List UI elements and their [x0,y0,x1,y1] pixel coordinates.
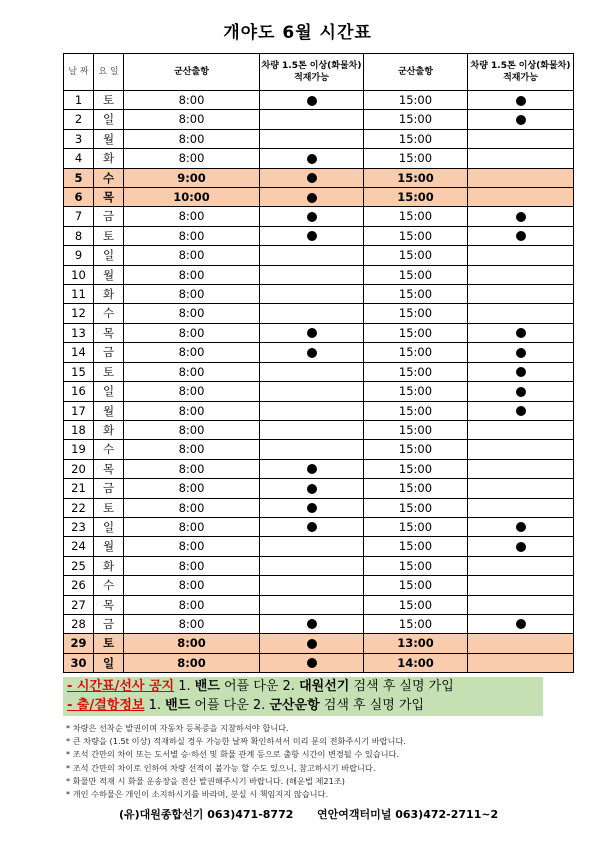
day-cell: 24 [64,537,94,556]
departure-1-cell: 8:00 [124,614,260,633]
available-dot-icon [307,503,317,513]
available-dot-icon [307,484,317,494]
truck-1-cell [260,110,364,129]
table-row [64,110,574,129]
note-item: * 화물만 적재 시 화물 운송장을 전산 발권해주시기 바랍니다. (해운법 제21조) [66,775,345,786]
available-dot-icon [307,193,317,203]
departure-1-cell: 8:00 [124,440,260,459]
departure-2-cell: 15:00 [364,420,468,439]
day-cell: 8 [64,226,94,245]
departure-2-cell: 15:00 [364,285,468,304]
weekday-cell: 수 [94,304,124,323]
header-truck-1: 차량 1.5톤 이상(화물차) 적재가능 [260,54,364,91]
departure-2-cell: 15:00 [364,556,468,575]
departure-1-cell: 8:00 [124,129,260,148]
timetable-body [64,91,574,673]
truck-1-cell [260,362,364,381]
available-dot-icon [516,367,526,377]
truck-1-cell [260,323,364,342]
weekday-cell: 일 [94,653,124,672]
day-cell: 1 [64,91,94,110]
truck-2-cell [468,110,574,129]
table-row [64,246,574,265]
truck-1-cell [260,576,364,595]
available-dot-icon [516,387,526,397]
truck-2-cell [468,188,574,207]
departure-2-cell: 15:00 [364,459,468,478]
day-cell: 2 [64,110,94,129]
weekday-cell: 수 [94,576,124,595]
departure-2-cell: 15:00 [364,382,468,401]
weekday-cell: 일 [94,382,124,401]
notice-operation-label: - 출/결항정보 [67,698,145,713]
available-dot-icon [307,96,317,106]
departure-2-cell: 15:00 [364,91,468,110]
departure-2-cell: 15:00 [364,498,468,517]
weekday-cell: 화 [94,149,124,168]
notes-list [66,722,546,801]
notice-text: 1. [174,679,195,694]
truck-1-cell [260,479,364,498]
footer-company-contact: (유)대원종합선기 063)471-8772 [119,808,294,821]
timetable-header-row [64,54,574,91]
truck-1-cell [260,595,364,614]
truck-1-cell [260,382,364,401]
departure-2-cell: 15:00 [364,595,468,614]
header-day: 날 짜 [64,54,94,91]
truck-2-cell [468,556,574,575]
table-row [64,129,574,148]
note-item: * 차량은 선착순 발권이며 자동차 등록증을 지참하셔야 합니다. [66,723,289,733]
truck-2-cell [468,401,574,420]
truck-2-cell [468,343,574,362]
truck-1-cell [260,91,364,110]
weekday-cell: 월 [94,537,124,556]
truck-1-cell [260,556,364,575]
departure-1-cell: 8:00 [124,420,260,439]
available-dot-icon [307,328,317,338]
page-title: 개야도 6월 시간표 [223,23,372,43]
departure-2-cell: 14:00 [364,653,468,672]
available-dot-icon [307,619,317,629]
available-dot-icon [307,173,317,183]
day-cell: 20 [64,459,94,478]
header-truck-2: 차량 1.5톤 이상(화물차) 적재가능 [468,54,574,91]
table-row [64,168,574,187]
departure-2-cell: 15:00 [364,440,468,459]
truck-1-cell [260,498,364,517]
truck-2-cell [468,440,574,459]
weekday-cell: 일 [94,110,124,129]
notice-search-term: 대원선기 [299,679,350,694]
departure-1-cell: 9:00 [124,168,260,187]
table-row [64,304,574,323]
departure-1-cell: 8:00 [124,517,260,536]
notice-line-schedule [63,677,543,696]
departure-2-cell: 15:00 [364,537,468,556]
weekday-cell: 목 [94,323,124,342]
weekday-cell: 금 [94,479,124,498]
notice-text: 어플 다운 2. [190,698,270,713]
day-cell: 14 [64,343,94,362]
available-dot-icon [516,542,526,552]
notice-text: 1. [144,698,166,713]
departure-1-cell: 8:00 [124,653,260,672]
table-row [64,479,574,498]
departure-1-cell: 8:00 [124,285,260,304]
available-dot-icon [307,154,317,164]
weekday-cell: 목 [94,188,124,207]
weekday-cell: 월 [94,129,124,148]
truck-2-cell [468,246,574,265]
table-row [64,517,574,536]
available-dot-icon [516,212,526,222]
truck-2-cell [468,576,574,595]
weekday-cell: 목 [94,459,124,478]
header-departure-1: 군산출항 [124,54,260,91]
departure-1-cell: 8:00 [124,323,260,342]
notice-search-term: 군산운항 [269,698,320,713]
available-dot-icon [516,328,526,338]
day-cell: 25 [64,556,94,575]
weekday-cell: 수 [94,440,124,459]
truck-1-cell [260,517,364,536]
departure-1-cell: 8:00 [124,343,260,362]
day-cell: 11 [64,285,94,304]
weekday-cell: 일 [94,517,124,536]
truck-2-cell [468,614,574,633]
table-row [64,634,574,653]
day-cell: 7 [64,207,94,226]
departure-1-cell: 8:00 [124,265,260,284]
truck-2-cell [468,634,574,653]
weekday-cell: 월 [94,401,124,420]
table-row [64,401,574,420]
available-dot-icon [516,619,526,629]
day-cell: 21 [64,479,94,498]
table-row [64,537,574,556]
table-row [64,265,574,284]
notice-text: 검색 후 실명 가입 [349,679,454,694]
day-cell: 16 [64,382,94,401]
truck-2-cell [468,129,574,148]
weekday-cell: 금 [94,207,124,226]
day-cell: 22 [64,498,94,517]
table-row [64,595,574,614]
truck-1-cell [260,401,364,420]
truck-1-cell [260,149,364,168]
available-dot-icon [307,639,317,649]
truck-2-cell [468,207,574,226]
departure-2-cell: 15:00 [364,343,468,362]
day-cell: 30 [64,653,94,672]
truck-1-cell [260,168,364,187]
day-cell: 15 [64,362,94,381]
truck-2-cell [468,285,574,304]
departure-2-cell: 15:00 [364,246,468,265]
truck-1-cell [260,188,364,207]
departure-1-cell: 8:00 [124,91,260,110]
truck-1-cell [260,207,364,226]
departure-2-cell: 15:00 [364,323,468,342]
weekday-cell: 일 [94,246,124,265]
timetable [63,53,574,673]
truck-2-cell [468,479,574,498]
departure-1-cell: 8:00 [124,304,260,323]
departure-2-cell: 15:00 [364,401,468,420]
weekday-cell: 화 [94,285,124,304]
notice-schedule-label: - 시간표/선사 공지 [67,679,175,694]
truck-2-cell [468,498,574,517]
note-item: * 조석 간만의 차이로 인하여 차량 선적이 불가능 할 수도 있으니, 참고하시기 바랍니다. [66,762,376,773]
available-dot-icon [516,96,526,106]
weekday-cell: 수 [94,168,124,187]
available-dot-icon [516,522,526,532]
truck-1-cell [260,226,364,245]
truck-1-cell [260,246,364,265]
table-row [64,343,574,362]
weekday-cell: 화 [94,420,124,439]
table-row [64,382,574,401]
table-row [64,285,574,304]
day-cell: 19 [64,440,94,459]
available-dot-icon [516,115,526,125]
departure-2-cell: 15:00 [364,207,468,226]
departure-2-cell: 15:00 [364,188,468,207]
weekday-cell: 월 [94,265,124,284]
truck-2-cell [468,265,574,284]
available-dot-icon [307,231,317,241]
truck-2-cell [468,517,574,536]
table-row [64,188,574,207]
day-cell: 9 [64,246,94,265]
departure-1-cell: 8:00 [124,382,260,401]
weekday-cell: 토 [94,91,124,110]
departure-1-cell: 10:00 [124,188,260,207]
day-cell: 4 [64,149,94,168]
note-item: * 큰 차량을 (1.5t 이상) 적재하실 경우 가능한 날짜 확인하셔서 미리 문의 전화주시기 바랍니다. [66,736,406,747]
available-dot-icon [307,464,317,474]
departure-2-cell: 15:00 [364,129,468,148]
departure-1-cell: 8:00 [124,246,260,265]
departure-1-cell: 8:00 [124,401,260,420]
truck-2-cell [468,149,574,168]
departure-2-cell: 15:00 [364,304,468,323]
available-dot-icon [516,231,526,241]
day-cell: 27 [64,595,94,614]
truck-1-cell [260,537,364,556]
table-row [64,362,574,381]
weekday-cell: 목 [94,595,124,614]
departure-1-cell: 8:00 [124,459,260,478]
day-cell: 10 [64,265,94,284]
table-row [64,149,574,168]
table-row [64,653,574,672]
truck-2-cell [468,168,574,187]
departure-2-cell: 15:00 [364,479,468,498]
available-dot-icon [307,348,317,358]
available-dot-icon [307,522,317,532]
available-dot-icon [307,212,317,222]
weekday-cell: 토 [94,498,124,517]
truck-2-cell [468,382,574,401]
table-row [64,614,574,633]
available-dot-icon [516,406,526,416]
truck-2-cell [468,362,574,381]
departure-1-cell: 8:00 [124,110,260,129]
truck-1-cell [260,129,364,148]
departure-1-cell: 8:00 [124,498,260,517]
table-row [64,91,574,110]
day-cell: 18 [64,420,94,439]
truck-2-cell [468,226,574,245]
truck-2-cell [468,420,574,439]
notice-box [63,677,543,716]
departure-1-cell: 8:00 [124,576,260,595]
table-row [64,459,574,478]
table-row [64,556,574,575]
departure-2-cell: 15:00 [364,168,468,187]
departure-2-cell: 15:00 [364,614,468,633]
truck-1-cell [260,304,364,323]
weekday-cell: 토 [94,362,124,381]
weekday-cell: 토 [94,634,124,653]
header-weekday: 요 일 [94,54,124,91]
departure-1-cell: 8:00 [124,537,260,556]
day-cell: 28 [64,614,94,633]
weekday-cell: 금 [94,614,124,633]
truck-1-cell [260,614,364,633]
departure-2-cell: 15:00 [364,149,468,168]
available-dot-icon [307,658,317,668]
truck-1-cell [260,653,364,672]
notice-app-name: 밴드 [194,679,220,694]
notice-text: 어플 다운 2. [219,679,300,694]
table-row [64,226,574,245]
truck-1-cell [260,265,364,284]
departure-2-cell: 15:00 [364,362,468,381]
departure-1-cell: 8:00 [124,556,260,575]
truck-2-cell [468,595,574,614]
departure-1-cell: 8:00 [124,362,260,381]
truck-1-cell [260,459,364,478]
departure-1-cell: 8:00 [124,634,260,653]
table-row [64,420,574,439]
truck-1-cell [260,634,364,653]
departure-2-cell: 15:00 [364,265,468,284]
footer-terminal-contact: 연안여객터미널 063)472-2711~2 [317,808,499,821]
truck-1-cell [260,343,364,362]
truck-1-cell [260,285,364,304]
truck-2-cell [468,537,574,556]
departure-2-cell: 15:00 [364,517,468,536]
day-cell: 6 [64,188,94,207]
header-departure-2: 군산출항 [364,54,468,91]
day-cell: 3 [64,129,94,148]
truck-2-cell [468,304,574,323]
day-cell: 12 [64,304,94,323]
departure-1-cell: 8:00 [124,226,260,245]
day-cell: 23 [64,517,94,536]
truck-2-cell [468,653,574,672]
departure-2-cell: 15:00 [364,576,468,595]
day-cell: 26 [64,576,94,595]
departure-1-cell: 8:00 [124,149,260,168]
departure-1-cell: 8:00 [124,595,260,614]
notice-app-name: 밴드 [165,698,191,713]
truck-1-cell [260,440,364,459]
day-cell: 5 [64,168,94,187]
available-dot-icon [516,348,526,358]
departure-2-cell: 15:00 [364,226,468,245]
table-row [64,207,574,226]
table-row [64,440,574,459]
day-cell: 29 [64,634,94,653]
departure-1-cell: 8:00 [124,207,260,226]
day-cell: 17 [64,401,94,420]
truck-2-cell [468,459,574,478]
departure-2-cell: 15:00 [364,110,468,129]
truck-2-cell [468,91,574,110]
weekday-cell: 토 [94,226,124,245]
weekday-cell: 금 [94,343,124,362]
table-row [64,498,574,517]
day-cell: 13 [64,323,94,342]
note-item: * 조석 간만의 차이 또는 도서별 승·하선 및 화물 관계 등으로 출항 시간이 변경될 수 있습니다. [66,749,400,760]
departure-2-cell: 13:00 [364,634,468,653]
departure-1-cell: 8:00 [124,479,260,498]
notice-text: 검색 후 실명 가입 [319,698,425,713]
notice-line-operation [63,696,543,715]
weekday-cell: 화 [94,556,124,575]
table-row [64,576,574,595]
truck-2-cell [468,323,574,342]
truck-1-cell [260,420,364,439]
note-item: * 개인 수하물은 개인이 소지하시기를 바라며, 분실 시 책임지지 않습니다. [66,789,329,800]
table-row [64,323,574,342]
